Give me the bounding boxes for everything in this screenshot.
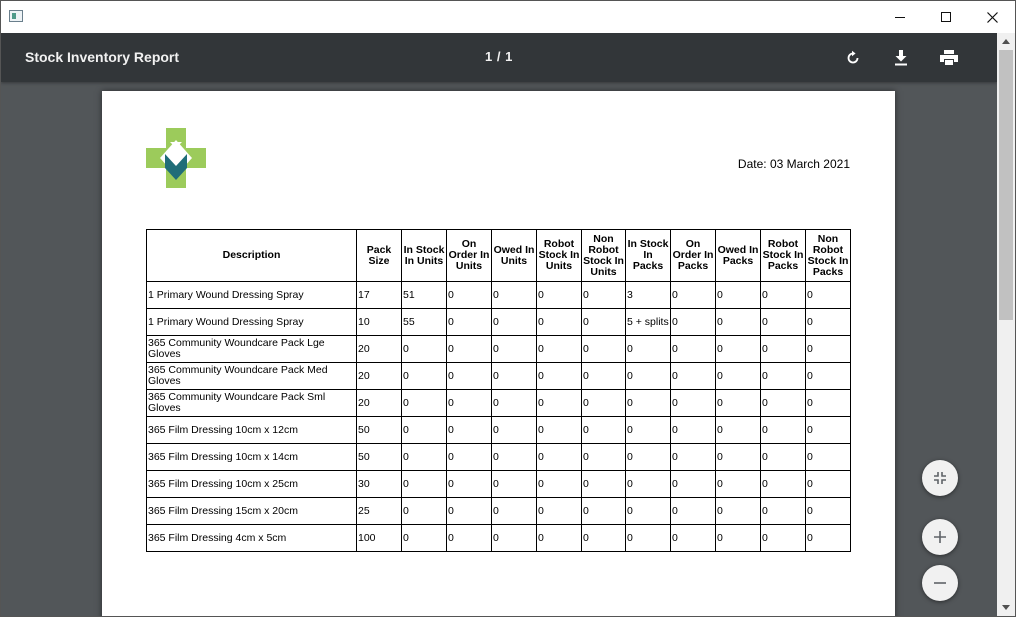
report-page (102, 91, 895, 616)
table-cell: 0 (761, 336, 806, 363)
table-cell: 0 (402, 525, 447, 552)
table-cell: 0 (716, 363, 761, 390)
table-cell: 20 (357, 363, 402, 390)
table-cell: 0 (537, 336, 582, 363)
minimize-icon (895, 17, 905, 18)
table-cell: 0 (716, 417, 761, 444)
table-row (147, 471, 851, 498)
table-cell: 0 (492, 444, 537, 471)
window-titlebar (1, 1, 1015, 33)
table-cell: 0 (582, 525, 626, 552)
zoom-out-button[interactable] (922, 565, 958, 601)
maximize-icon (941, 12, 951, 22)
table-cell: 0 (671, 363, 716, 390)
table-cell: 0 (806, 390, 851, 417)
scrollbar-thumb[interactable] (999, 50, 1013, 320)
zoom-in-icon (933, 530, 947, 544)
table-cell: 0 (402, 336, 447, 363)
column-header: Non Robot Stock In Packs (806, 230, 851, 282)
rotate-icon (845, 50, 861, 66)
table-cell: 50 (357, 444, 402, 471)
table-cell: 5 + splits (626, 309, 671, 336)
table-cell: 0 (402, 498, 447, 525)
arrow-up-icon (1002, 39, 1010, 44)
table-body (147, 282, 851, 552)
table-cell: 0 (492, 336, 537, 363)
table-cell: 0 (716, 309, 761, 336)
table-row (147, 498, 851, 525)
table-cell: 0 (716, 282, 761, 309)
minimize-button[interactable] (877, 1, 923, 33)
table-cell: 0 (402, 363, 447, 390)
column-header: Owed In Units (492, 230, 537, 282)
table-cell: 0 (626, 417, 671, 444)
table-cell: 17 (357, 282, 402, 309)
table-cell: 0 (402, 417, 447, 444)
table-cell: 0 (537, 417, 582, 444)
scroll-down-button[interactable] (997, 599, 1015, 616)
zoom-in-button[interactable] (922, 519, 958, 555)
table-cell: 0 (671, 417, 716, 444)
table-cell: 0 (582, 336, 626, 363)
table-cell: 0 (537, 498, 582, 525)
table-row (147, 282, 851, 309)
table-cell: 30 (357, 471, 402, 498)
app-icon (9, 10, 23, 22)
table-cell: 0 (447, 525, 492, 552)
table-row (147, 444, 851, 471)
table-cell: 55 (402, 309, 447, 336)
table-cell: 0 (761, 525, 806, 552)
table-cell: 365 Film Dressing 10cm x 25cm (147, 471, 357, 498)
table-cell: 365 Community Woundcare Pack Sml Gloves (147, 390, 357, 417)
table-cell: 0 (671, 336, 716, 363)
table-cell: 0 (582, 309, 626, 336)
date-label: Date: (737, 157, 767, 171)
print-icon (940, 50, 958, 66)
table-cell: 3 (626, 282, 671, 309)
table-cell: 0 (537, 363, 582, 390)
column-header: On Order In Packs (671, 230, 716, 282)
table-cell: 0 (537, 282, 582, 309)
table-cell: 365 Film Dressing 4cm x 5cm (147, 525, 357, 552)
print-button[interactable] (935, 44, 963, 72)
table-cell: 0 (716, 390, 761, 417)
table-cell: 0 (492, 363, 537, 390)
table-cell: 365 Community Woundcare Pack Lge Gloves (147, 336, 357, 363)
table-cell: 0 (537, 309, 582, 336)
pdf-viewer (1, 33, 997, 616)
table-cell: 0 (761, 471, 806, 498)
zoom-out-icon (933, 576, 947, 590)
column-header: Non Robot Stock In Units (582, 230, 626, 282)
table-cell: 20 (357, 390, 402, 417)
arrow-down-icon (1002, 605, 1010, 610)
table-cell: 0 (761, 363, 806, 390)
table-cell: 0 (582, 444, 626, 471)
table-cell: 365 Film Dressing 15cm x 20cm (147, 498, 357, 525)
table-cell: 0 (492, 498, 537, 525)
table-cell: 365 Film Dressing 10cm x 14cm (147, 444, 357, 471)
table-cell: 1 Primary Wound Dressing Spray (147, 282, 357, 309)
table-cell: 0 (492, 525, 537, 552)
table-row (147, 336, 851, 363)
table-cell: 0 (402, 471, 447, 498)
table-row (147, 417, 851, 444)
document-title: Stock Inventory Report (25, 49, 180, 65)
table-cell: 0 (806, 417, 851, 444)
table-cell: 0 (671, 498, 716, 525)
table-cell: 0 (626, 498, 671, 525)
table-cell: 0 (582, 498, 626, 525)
table-row (147, 525, 851, 552)
table-cell: 0 (806, 471, 851, 498)
table-cell: 0 (582, 363, 626, 390)
rotate-button[interactable] (839, 44, 867, 72)
column-header: Pack Size (357, 230, 402, 282)
table-cell: 0 (626, 336, 671, 363)
table-row (147, 309, 851, 336)
table-cell: 0 (806, 336, 851, 363)
download-button[interactable] (887, 44, 915, 72)
table-cell: 0 (447, 309, 492, 336)
download-icon (894, 50, 908, 66)
table-cell: 0 (671, 282, 716, 309)
close-button[interactable] (969, 1, 1015, 33)
table-cell: 365 Community Woundcare Pack Med Gloves (147, 363, 357, 390)
table-cell: 0 (761, 390, 806, 417)
fit-to-page-button[interactable] (922, 460, 958, 496)
table-cell: 0 (582, 471, 626, 498)
column-header: On Order In Units (447, 230, 492, 282)
fit-to-page-icon (933, 471, 947, 485)
table-cell: 0 (671, 309, 716, 336)
table-cell: 0 (716, 336, 761, 363)
table-cell: 0 (582, 390, 626, 417)
table-cell: 51 (402, 282, 447, 309)
table-cell: 0 (582, 282, 626, 309)
table-cell: 0 (716, 525, 761, 552)
table-cell: 0 (671, 525, 716, 552)
table-cell: 0 (671, 444, 716, 471)
table-cell: 0 (402, 390, 447, 417)
table-cell: 0 (806, 444, 851, 471)
maximize-button[interactable] (923, 1, 969, 33)
table-cell: 365 Film Dressing 10cm x 12cm (147, 417, 357, 444)
table-cell: 20 (357, 336, 402, 363)
table-header-row (147, 230, 851, 282)
table-cell: 0 (447, 336, 492, 363)
table-cell: 0 (806, 498, 851, 525)
table-cell: 0 (537, 471, 582, 498)
close-icon (987, 12, 998, 23)
column-header: In Stock In Packs (626, 230, 671, 282)
table-cell: 0 (447, 282, 492, 309)
table-cell: 0 (402, 444, 447, 471)
table-cell: 0 (582, 417, 626, 444)
table-cell: 0 (761, 309, 806, 336)
table-cell: 0 (806, 282, 851, 309)
table-cell: 0 (447, 363, 492, 390)
table-cell: 50 (357, 417, 402, 444)
table-cell: 1 Primary Wound Dressing Spray (147, 309, 357, 336)
table-cell: 0 (492, 309, 537, 336)
table-cell: 0 (761, 282, 806, 309)
table-cell: 0 (447, 471, 492, 498)
table-cell: 0 (716, 471, 761, 498)
table-cell: 0 (447, 390, 492, 417)
table-cell: 0 (626, 444, 671, 471)
table-cell: 0 (806, 309, 851, 336)
page-counter: 1 / 1 (485, 49, 513, 64)
table-cell: 0 (761, 417, 806, 444)
table-cell: 0 (806, 525, 851, 552)
column-header: Robot Stock In Packs (761, 230, 806, 282)
table-cell: 0 (626, 471, 671, 498)
stock-inventory-table (146, 229, 851, 552)
table-cell: 100 (357, 525, 402, 552)
table-cell: 0 (492, 390, 537, 417)
table-cell: 10 (357, 309, 402, 336)
table-cell: 0 (626, 363, 671, 390)
vertical-scrollbar[interactable] (997, 33, 1015, 616)
table-cell: 0 (716, 444, 761, 471)
column-header: In Stock In Units (402, 230, 447, 282)
scroll-up-button[interactable] (997, 33, 1015, 50)
table-cell: 0 (447, 417, 492, 444)
table-row (147, 363, 851, 390)
table-cell: 0 (537, 525, 582, 552)
column-header: Owed In Packs (716, 230, 761, 282)
date-value: 03 March 2021 (769, 157, 850, 171)
table-cell: 0 (447, 498, 492, 525)
table-cell: 0 (492, 471, 537, 498)
table-cell: 0 (626, 390, 671, 417)
viewer-toolbar (1, 33, 997, 82)
table-cell: 0 (447, 444, 492, 471)
table-cell: 0 (492, 417, 537, 444)
table-row (147, 390, 851, 417)
table-cell: 0 (716, 498, 761, 525)
table-cell: 0 (626, 525, 671, 552)
table-cell: 0 (806, 363, 851, 390)
report-date (102, 157, 850, 171)
table-cell: 0 (537, 444, 582, 471)
table-cell: 0 (671, 390, 716, 417)
table-cell: 0 (761, 444, 806, 471)
table-cell: 0 (761, 498, 806, 525)
column-header: Description (147, 230, 357, 282)
column-header: Robot Stock In Units (537, 230, 582, 282)
table-cell: 0 (492, 282, 537, 309)
table-cell: 0 (537, 390, 582, 417)
table-cell: 25 (357, 498, 402, 525)
table-cell: 0 (671, 471, 716, 498)
